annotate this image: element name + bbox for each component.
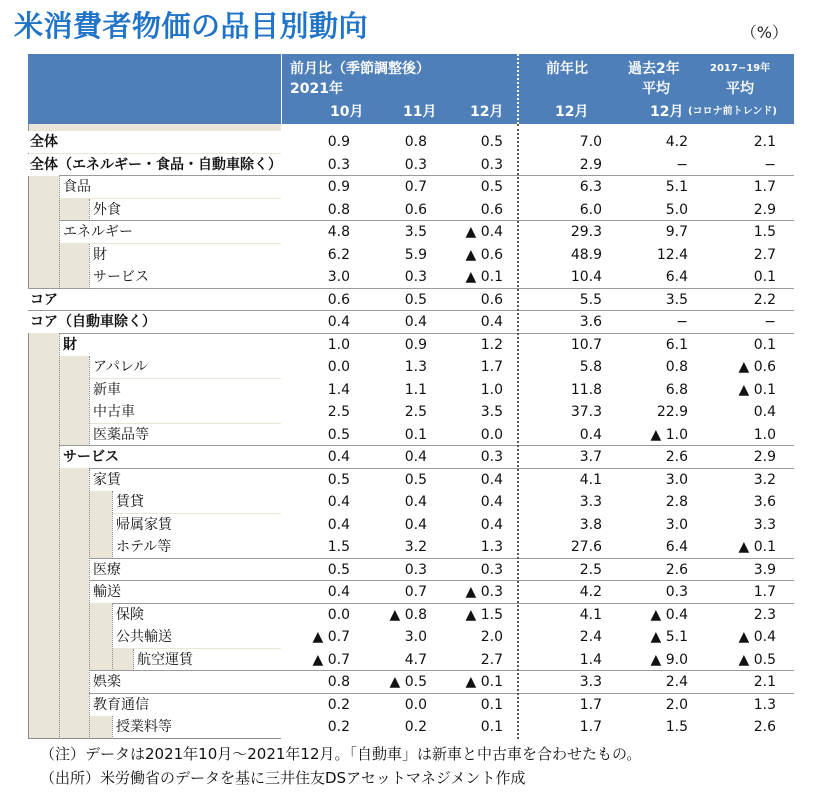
- row-divider: [89, 468, 794, 469]
- row-value: 3.0: [665, 516, 688, 533]
- row-value: 27.6: [570, 539, 602, 555]
- table-row: [28, 559, 794, 581]
- row-value: ▲ 0.4: [650, 606, 688, 623]
- row-value: 0.4: [480, 494, 503, 510]
- row-label: 輸送: [89, 581, 281, 603]
- row-divider: [89, 558, 794, 559]
- row-value: 12.4: [656, 246, 688, 263]
- row-value: 0.4: [404, 449, 427, 465]
- row-value: 0.4: [404, 494, 427, 510]
- row-value: 0.9: [327, 179, 350, 195]
- row-value: 5.1: [665, 179, 688, 195]
- row-value: 0.5: [327, 426, 350, 443]
- row-value: 3.9: [753, 561, 776, 578]
- row-value: 1.3: [753, 696, 776, 713]
- row-value: 0.4: [327, 449, 350, 465]
- row-value: 0.2: [327, 696, 350, 713]
- row-value: ▲ 0.7: [312, 651, 350, 668]
- row-value: 0.4: [404, 314, 427, 330]
- row-value: 3.6: [579, 314, 602, 330]
- row-value: 0.0: [480, 426, 503, 443]
- row-value: ▲ 0.8: [389, 606, 427, 623]
- header-mom-label: 前月比（季節調整後）: [290, 61, 430, 77]
- row-label: 財: [89, 244, 281, 266]
- row-label: 医薬品等: [89, 424, 281, 446]
- table-row: [28, 514, 794, 536]
- row-value: 1.2: [480, 336, 503, 353]
- indent-guide: [112, 716, 113, 739]
- row-value: 29.3: [570, 224, 602, 240]
- row-value: ▲ 0.3: [465, 584, 503, 600]
- row-value: 3.0: [404, 629, 427, 645]
- table-row: [28, 626, 794, 648]
- row-label: エネルギー: [59, 221, 281, 243]
- row-value: 7.0: [579, 134, 602, 150]
- row-value: 0.4: [327, 314, 350, 330]
- row-value: ▲ 0.1: [465, 674, 503, 690]
- row-value: 0.4: [480, 314, 503, 330]
- row-value: 0.0: [327, 359, 350, 375]
- row-value: 0.9: [404, 336, 427, 353]
- row-value: 0.8: [327, 201, 350, 218]
- row-value: 1.4: [327, 381, 350, 398]
- row-value: ▲ 0.5: [389, 674, 427, 690]
- row-label: 航空運賃: [133, 649, 281, 671]
- row-value: ▲ 0.4: [738, 629, 776, 645]
- row-value: 3.2: [753, 471, 776, 488]
- row-value: ▲ 5.1: [650, 629, 688, 645]
- row-value: 3.6: [753, 494, 776, 510]
- row-value: 0.6: [480, 201, 503, 218]
- row-value: 2.3: [753, 606, 776, 623]
- indent-guide: [112, 604, 113, 672]
- table-row: [28, 131, 794, 153]
- footnote-note: （注）データは2021年10月～2021年12月。「自動車」は新車と中古車を合わせたもの。: [40, 745, 642, 763]
- row-value: 0.5: [327, 561, 350, 578]
- table-row: [28, 176, 794, 198]
- row-value: 0.6: [480, 291, 503, 308]
- row-value: 3.0: [665, 471, 688, 488]
- row-value: 0.8: [327, 674, 350, 690]
- row-value: 2.9: [579, 156, 602, 173]
- row-label: 全体: [28, 131, 281, 153]
- table-row: [28, 334, 794, 356]
- row-label: 帰属家賃: [112, 514, 281, 536]
- row-value: 4.7: [404, 651, 427, 668]
- row-value: 1.0: [327, 336, 350, 353]
- row-value: 3.3: [753, 516, 776, 533]
- row-value: 0.7: [404, 179, 427, 195]
- row-divider: [89, 670, 794, 671]
- row-value: 5.9: [404, 246, 427, 263]
- row-value: 1.4: [579, 651, 602, 668]
- row-value: 37.3: [570, 404, 602, 420]
- row-label: アパレル: [89, 356, 281, 378]
- row-value: 0.9: [327, 134, 350, 150]
- row-value: 2.0: [665, 696, 688, 713]
- table-row: [28, 649, 794, 671]
- row-value: 2.1: [753, 134, 776, 150]
- indent-guide: [89, 199, 90, 222]
- row-value: 2.7: [753, 246, 776, 263]
- row-value: 6.4: [665, 269, 688, 285]
- row-value: ▲ 0.1: [738, 539, 776, 555]
- table-row: [28, 289, 794, 311]
- indent-guide: [89, 469, 90, 740]
- row-value: ▲ 0.6: [465, 246, 503, 263]
- header-year: 2021年: [290, 81, 343, 97]
- row-label: 食品: [59, 176, 281, 198]
- indent-guide: [89, 356, 90, 446]
- table-row: [28, 401, 794, 423]
- row-value: 0.5: [480, 134, 503, 150]
- row-label: コア: [28, 289, 281, 311]
- row-value: −: [676, 314, 688, 330]
- table-row: [28, 266, 794, 288]
- table-row: [28, 469, 794, 491]
- table-row: [28, 446, 794, 468]
- table-row: [28, 694, 794, 716]
- unit-label: （%）: [740, 23, 788, 42]
- indent-guide: [89, 244, 90, 289]
- row-value: 1.7: [753, 179, 776, 195]
- row-value: 3.3: [579, 494, 602, 510]
- row-value: −: [764, 314, 776, 330]
- row-value: 2.7: [480, 651, 503, 668]
- row-value: 0.5: [404, 471, 427, 488]
- row-label: 財: [59, 334, 281, 356]
- row-value: 0.3: [665, 584, 688, 600]
- row-value: 3.5: [480, 404, 503, 420]
- row-label: 授業料等: [112, 716, 281, 738]
- indent-guide: [112, 491, 113, 559]
- header-avg-label: 平均: [726, 81, 754, 97]
- row-value: 4.1: [579, 606, 602, 623]
- row-value: 6.4: [665, 539, 688, 555]
- table-row: [28, 671, 794, 693]
- row-value: 0.5: [327, 471, 350, 488]
- row-value: ▲ 1.0: [650, 426, 688, 443]
- row-value: 0.0: [404, 696, 427, 713]
- table-row: [28, 356, 794, 378]
- header-past2-month: 12月: [650, 104, 684, 120]
- row-value: 0.6: [404, 201, 427, 218]
- row-label: コア（自動車除く）: [28, 311, 281, 333]
- row-value: ▲ 0.7: [312, 629, 350, 645]
- column-separator-dotted: [517, 124, 519, 739]
- row-label: サービス: [89, 266, 281, 288]
- row-value: 0.4: [327, 584, 350, 600]
- row-value: 6.8: [665, 381, 688, 398]
- row-value: 0.3: [480, 561, 503, 578]
- row-value: 2.9: [753, 449, 776, 465]
- row-divider: [59, 175, 794, 176]
- row-divider: [112, 603, 794, 604]
- table-row: [28, 221, 794, 243]
- row-value: 0.4: [327, 494, 350, 510]
- row-value: ▲ 0.5: [738, 651, 776, 668]
- row-value: 3.8: [579, 516, 602, 533]
- row-value: 0.1: [480, 696, 503, 713]
- row-divider: [89, 693, 794, 694]
- row-value: 0.6: [327, 291, 350, 308]
- row-value: 0.1: [480, 719, 503, 735]
- row-value: 2.5: [579, 561, 602, 578]
- row-value: 5.8: [579, 359, 602, 375]
- row-value: 4.1: [579, 471, 602, 488]
- row-value: 9.7: [665, 224, 688, 240]
- row-value: 5.0: [665, 201, 688, 218]
- row-label: 教育通信: [89, 694, 281, 716]
- row-value: 0.3: [327, 156, 350, 173]
- table-row: [28, 716, 794, 738]
- footnote-source: （出所）米労働省のデータを基に三井住友DSアセットマネジメント作成: [40, 769, 526, 787]
- row-divider: [28, 288, 794, 289]
- row-value: 0.4: [327, 516, 350, 533]
- table-row: [28, 154, 794, 176]
- row-label: 外食: [89, 199, 281, 221]
- row-value: 0.1: [753, 336, 776, 353]
- table-row: [28, 581, 794, 603]
- row-value: 3.5: [665, 291, 688, 308]
- row-divider: [59, 220, 794, 221]
- row-divider: [59, 445, 794, 446]
- row-divider: [59, 333, 794, 334]
- row-label: ホテル等: [112, 536, 281, 558]
- row-value: 1.7: [579, 696, 602, 713]
- row-value: −: [764, 156, 776, 173]
- row-value: 0.7: [404, 584, 427, 600]
- row-label: 娯楽: [89, 671, 281, 693]
- row-value: 22.9: [656, 404, 688, 420]
- row-value: 1.5: [753, 224, 776, 240]
- table-row: [28, 379, 794, 401]
- row-value: 0.3: [404, 269, 427, 285]
- row-value: 48.9: [570, 246, 602, 263]
- row-value: 3.3: [579, 674, 602, 690]
- row-value: 10.7: [570, 336, 602, 353]
- row-label: 全体（エネルギー・食品・自動車除く）: [28, 154, 281, 176]
- row-value: 0.3: [404, 156, 427, 173]
- header-avg-years: 2017−19年: [710, 63, 771, 74]
- row-label: サービス: [59, 446, 281, 468]
- row-value: 0.3: [404, 561, 427, 578]
- table-row: [28, 244, 794, 266]
- row-divider: [28, 310, 794, 311]
- table-row: [28, 536, 794, 558]
- row-value: 2.2: [753, 291, 776, 308]
- row-value: 4.8: [327, 224, 350, 240]
- row-value: 6.0: [579, 201, 602, 218]
- row-label: 新車: [89, 379, 281, 401]
- row-value: 0.4: [480, 516, 503, 533]
- row-value: 4.2: [665, 134, 688, 150]
- row-label: 中古車: [89, 401, 281, 423]
- table-row: [28, 491, 794, 513]
- row-label: 公共輸送: [112, 626, 281, 648]
- header-avg-trend: (コロナ前トレンド): [688, 106, 777, 117]
- row-value: 0.2: [404, 719, 427, 735]
- page-title: 米消費者物価の品目別動向: [14, 9, 369, 43]
- row-value: ▲ 9.0: [650, 651, 688, 668]
- row-value: 3.7: [579, 449, 602, 465]
- row-value: 6.3: [579, 179, 602, 195]
- row-value: 0.5: [480, 179, 503, 195]
- row-value: 1.7: [480, 359, 503, 375]
- header-past2-avg: 平均: [642, 81, 670, 97]
- row-value: ▲ 0.6: [738, 359, 776, 375]
- row-value: 11.8: [570, 381, 602, 398]
- row-value: 0.5: [404, 291, 427, 308]
- row-value: 0.0: [327, 606, 350, 623]
- header-month-10: 10月: [330, 104, 364, 120]
- row-value: 0.8: [404, 134, 427, 150]
- header-separator-dotted: [517, 54, 519, 124]
- row-value: 0.1: [404, 426, 427, 443]
- row-value: 0.4: [579, 426, 602, 443]
- row-value: 1.3: [480, 539, 503, 555]
- row-value: ▲ 0.1: [738, 381, 776, 398]
- row-value: 3.0: [327, 269, 350, 285]
- row-divider: [89, 580, 794, 581]
- row-value: 2.8: [665, 494, 688, 510]
- indent-guide: [133, 649, 134, 672]
- table-row: [28, 424, 794, 446]
- row-label: 家賃: [89, 469, 281, 491]
- row-label: 医療: [89, 559, 281, 581]
- row-value: 2.0: [480, 629, 503, 645]
- row-value: 1.1: [404, 381, 427, 398]
- header-month-11: 11月: [403, 104, 437, 120]
- row-value: 2.5: [327, 404, 350, 420]
- row-value: 0.4: [480, 471, 503, 488]
- row-value: 6.1: [665, 336, 688, 353]
- row-value: 6.2: [327, 246, 350, 263]
- row-value: 1.3: [404, 359, 427, 375]
- row-value: 2.4: [665, 674, 688, 690]
- row-value: 2.5: [404, 404, 427, 420]
- header-yoy-month: 12月: [555, 104, 589, 120]
- row-value: 2.9: [753, 201, 776, 218]
- row-value: ▲ 1.5: [465, 606, 503, 623]
- header-yoy-label: 前年比: [546, 61, 588, 77]
- row-value: ▲ 0.4: [465, 224, 503, 240]
- row-value: 2.6: [665, 449, 688, 465]
- row-value: 3.2: [404, 539, 427, 555]
- row-label: 賃貸: [112, 491, 281, 513]
- table-row: [28, 311, 794, 333]
- header-past2-label: 過去2年: [628, 61, 680, 77]
- row-value: 1.0: [480, 381, 503, 398]
- row-value: 0.4: [404, 516, 427, 533]
- header-month-12: 12月: [470, 104, 504, 120]
- row-value: 2.6: [753, 719, 776, 735]
- row-value: 1.5: [665, 719, 688, 735]
- row-label: 保険: [112, 604, 281, 626]
- row-value: −: [676, 156, 688, 173]
- row-value: 1.0: [753, 426, 776, 443]
- row-value: 1.5: [327, 539, 350, 555]
- row-value: 0.8: [665, 359, 688, 375]
- row-value: 1.7: [579, 719, 602, 735]
- row-value: 2.4: [579, 629, 602, 645]
- row-value: 0.3: [480, 156, 503, 173]
- header-separator: [281, 54, 282, 124]
- row-value: 0.3: [480, 449, 503, 465]
- row-value: ▲ 0.1: [465, 269, 503, 285]
- row-value: 2.1: [753, 674, 776, 690]
- row-value: 0.1: [753, 269, 776, 285]
- row-value: 4.2: [579, 584, 602, 600]
- row-value: 0.2: [327, 719, 350, 735]
- row-value: 3.5: [404, 224, 427, 240]
- indent-guide: [59, 334, 60, 740]
- indent-guide: [59, 176, 60, 289]
- row-value: 1.7: [753, 584, 776, 600]
- row-value: 10.4: [570, 269, 602, 285]
- table-row: [28, 604, 794, 626]
- row-value: 0.4: [753, 404, 776, 420]
- row-value: 2.6: [665, 561, 688, 578]
- table-row: [28, 199, 794, 221]
- row-value: 5.5: [579, 291, 602, 308]
